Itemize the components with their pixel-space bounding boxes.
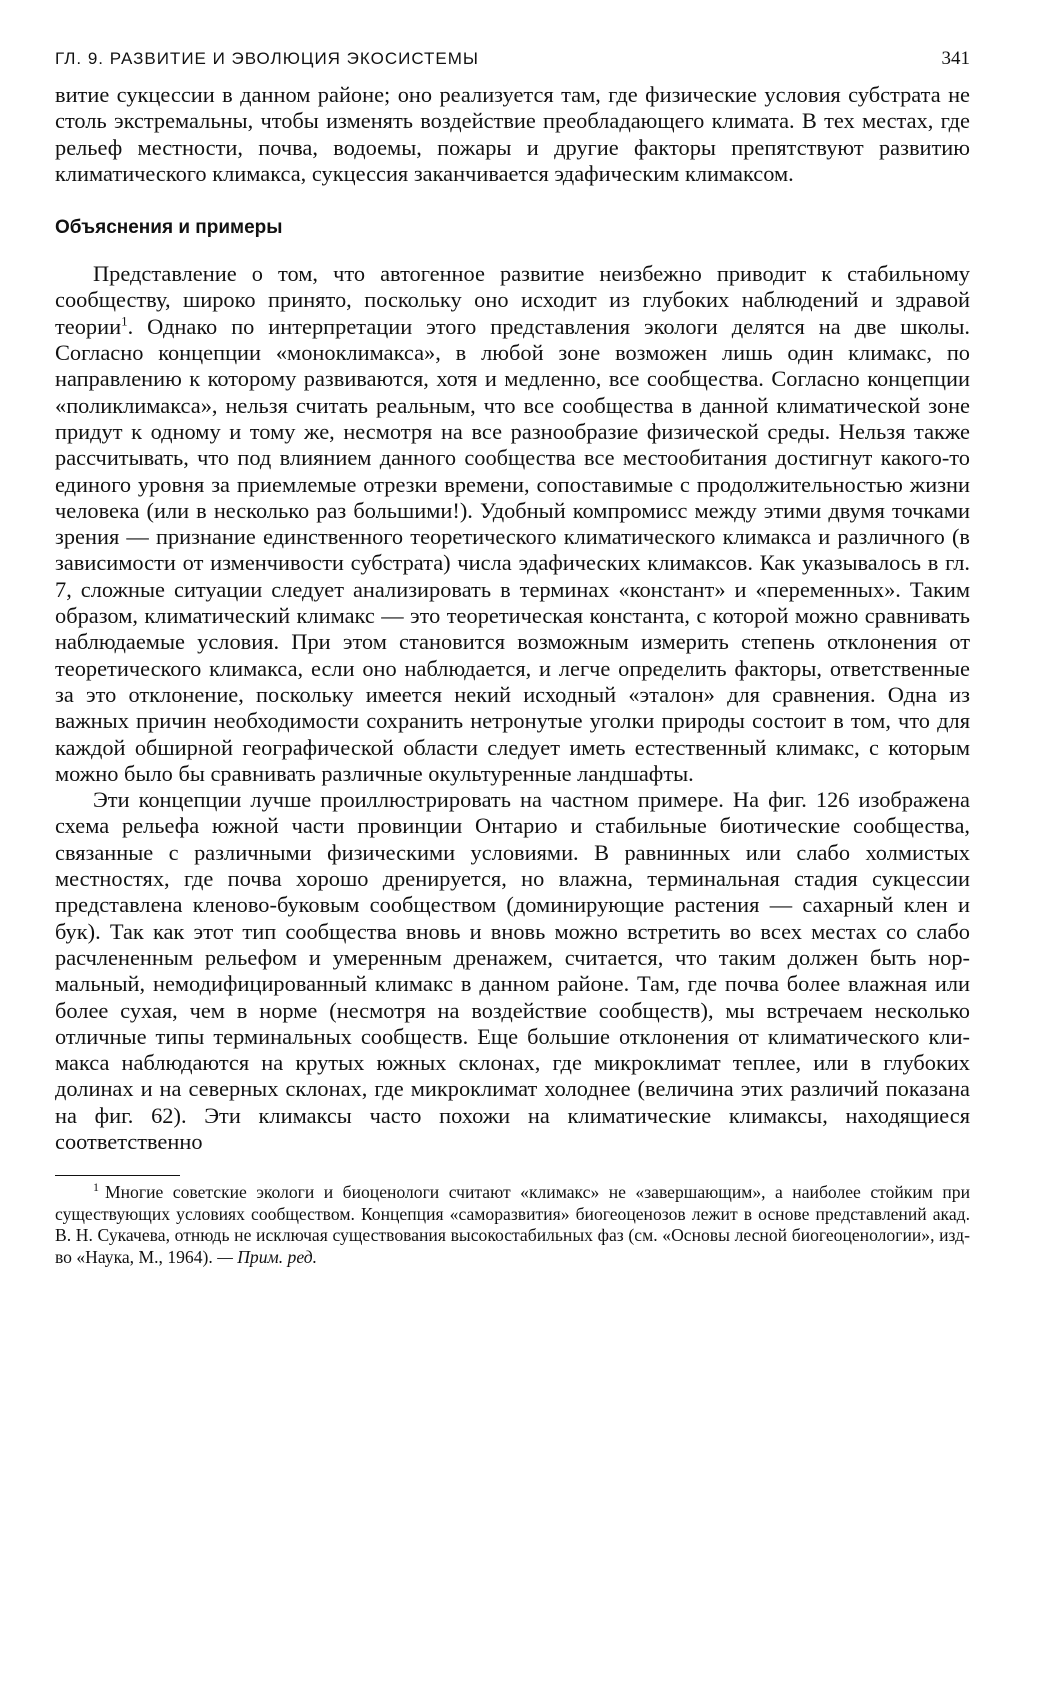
editor-note: — Прим. ред. — [217, 1247, 318, 1268]
footnote-reference[interactable]: 1 — [121, 313, 128, 329]
footnote — [55, 1182, 970, 1268]
section-heading: Объяснения и примеры — [55, 217, 283, 239]
paragraph-1 — [55, 261, 970, 787]
paragraph-2: Эти концепции лучше проиллюстрировать на частном примере. На фиг. 126 изображена схема рельефа южной части провинции Онтарио и стабильные биотические сообщества, связанные с различными физическими условиями. В равнинных или слабо холмистых местностях, где почва хорошо дренируется, но влажна, терминальная стадия сукцессии представлена кленово-буковым сообществом (доминирующие растения — сахарный клен и бук). Так как этот тип сообщества вновь и вновь можно встретить во всех местах со слабо расчлененным рельефом и умеренным дренажем, считается, что таким должен быть нормальный, немодифицированный климакс в данном районе. Там, где почва более влажная или более сухая, чем в норме (несмотря на воздействие сообществ), мы встречаем несколько отличные типы терминальных сообществ. Еще большие отклонения от климатического климакса наблюдаются на крутых южных склонах, где микроклимат теплее, или в глубоких долинах и на северных склонах, где микроклимат холоднее (величина этих различий показана на фиг. 62). Эти климаксы часто похожи на климатические климаксы, находящиеся соответственно — [55, 787, 970, 1154]
chapter-title: ГЛ. 9. РАЗВИТИЕ И ЭВОЛЮЦИЯ ЭКОСИСТЕМЫ — [55, 49, 479, 68]
running-header — [55, 48, 970, 70]
paragraph-1-text-start: Представление о том, что автогенное развитие неизбежно приводит к стабильному сообществу, широко принято, поскольку оно исходит из глубоких наблюдений и здравой теории — [55, 261, 970, 339]
footnote-marker: 1 — [93, 1180, 99, 1195]
footnote-divider — [55, 1175, 180, 1176]
book-page — [55, 48, 970, 1269]
page-number: 341 — [941, 48, 970, 69]
paragraph-1-text-end: . Однако по интерпретации этого представления экологи делятся на две школы. Согласно концепции «моноклимакса», в любой зоне возможен лишь один климакс, по направлению к которому развиваются, хотя и медленно, все сообщества. Согласно концепции «поликлимакса», нельзя считать реальным, что все сообщества в данной климатической зоне придут к одному и тому же, несмотря на все разнообразие физической среды. Нельзя также рассчитывать, что под влиянием данного сообщества все местообитания достигнут какого-то единого уровня за приемлемые отрезки времени, сопоставимые с продолжительностью жизни человека (или в несколько раз большими!). Удобный компромисс между этими двумя точками зрения — признание единственного теоретического климатического климакса и различного (в зависимости от изменчивости субстрата) числа эдафических климаксов. Как указывалось в гл. 7, сложные ситуации следует анализировать в терминах «констант» и «переменных». Таким образом, климатический климакс — это теоретическая константа, с которой можно сравнивать наблюдаемые условия. При этом становится возможным измерить степень отклонения от теоретического климакса, если оно наблюдается, и легче определить факторы, ответственные за это отклонение, поскольку имеется некий исходный «эталон» для сравнения. Одна из важных причин необходимости сохранить нетронутые уголки природы состоит в том, что для каждой обширной географической области следует иметь естественный климакс, с которым можно было бы сравнивать различные окультуренные ландшафты. — [55, 313, 970, 786]
intro-paragraph: витие сукцессии в данном районе; оно реализуется там, где физические условия субстрата не столь экстремальны, чтобы изменять воздействие преобладающего климата. В тех местах, где рельеф местности, почва, водоемы, пожары и другие факторы препятствуют развитию климатического климакса, сукцессия заканчивается эдафическим климаксом. — [55, 82, 970, 186]
footnote-text: Многие советские экологи и биоценологи считают «климакс» не «завершающим», а наиболее стойким при существующих условиях сообществом. Концепция «саморазвития» биогеоценозов лежит в основе представлений акад. В. Н. Сукачева, отнюдь не исключая существования высокостабильных фаз (см. «Основы лесной биогеоценологии», изд-во «Наука, М., 1964). — [55, 1182, 970, 1268]
